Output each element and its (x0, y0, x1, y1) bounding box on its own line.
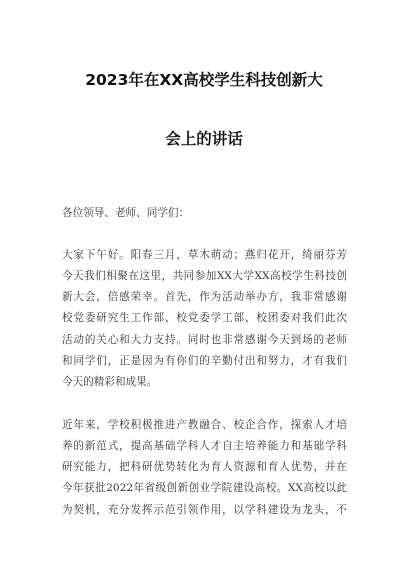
paragraph-1-line: 大家下午好。阳春三月，草木萌动；燕归花开，绮丽芬芳 (62, 249, 347, 261)
paragraph-1-line: 和同学们，正是因为有你们的辛勤付出和努力，才有我们 (62, 355, 347, 367)
paragraph-1-line: 活动的关心和大力支持。同时也非常感谢今天到场的老师 (62, 334, 347, 346)
paragraph-2-line: 今年获批2022年省级创新创业学院建设高校。XX高校以此 (62, 482, 347, 494)
paragraph-2-line: 养的新范式，提高基础学科人才自主培养能力和基础学科 (62, 440, 347, 452)
greeting: 各位领导、老师、同学们： (62, 207, 190, 219)
paragraph-2-line: 研究能力，把科研优势转化为育人资源和育人优势，并在 (62, 461, 347, 473)
paragraph-1-line: 新大会，倍感荣幸。首先，作为活动举办方，我非常感谢 (62, 291, 347, 303)
paragraph-1-line: 校党委研究生工作部、校党委学工部、校团委对我们此次 (62, 312, 347, 324)
paragraph-1-line: 今天我们相聚在这里，共同参加XX大学XX高校学生科技创 (62, 270, 347, 282)
paragraph-2-line: 近年来，学校积极推进产教融合、校企合作，探索人才培 (62, 419, 347, 431)
paragraph-2-line: 为契机，充分发挥示范引领作用，以学科建设为龙头，不 (62, 504, 347, 516)
paragraph-1-line: 今天的精彩和成果。 (62, 376, 158, 388)
document-title-line-1: 2023年在XX高校学生科技创新大 (85, 71, 323, 89)
document-title-line-2: 会上的讲话 (165, 130, 243, 148)
